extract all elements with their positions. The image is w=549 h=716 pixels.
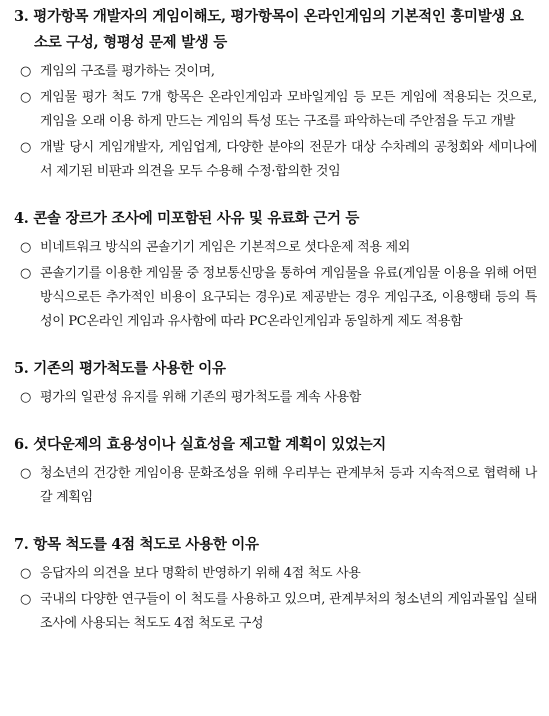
bullet-list bbox=[14, 60, 537, 184]
list-item bbox=[14, 386, 537, 410]
list-item bbox=[14, 236, 537, 260]
bullet-circle-icon: ○ bbox=[20, 64, 32, 79]
bullet-circle-icon: ○ bbox=[20, 390, 32, 405]
bullet-circle-icon: ○ bbox=[20, 592, 32, 607]
list-item bbox=[14, 60, 537, 84]
bullet-text: 응답자의 의견을 보다 명확히 반영하기 위해 4점 척도 사용 bbox=[40, 566, 361, 581]
section-6 bbox=[14, 432, 537, 510]
section-4 bbox=[14, 206, 537, 334]
bullet-text: 개발 당시 게임개발자, 게임업계, 다양한 분야의 전문가 대상 수차례의 공청회와 세미나에서 제기된 비판과 의견을 모두 수용해 수정·합의한 것임 bbox=[40, 140, 537, 179]
bullet-text: 게임의 구조를 평가하는 것이며, bbox=[40, 64, 215, 79]
list-item bbox=[14, 562, 537, 586]
bullet-circle-icon: ○ bbox=[20, 266, 32, 281]
section-heading: 4. 콘솔 장르가 조사에 미포함된 사유 및 유료화 근거 등 bbox=[14, 210, 360, 227]
bullet-circle-icon: ○ bbox=[20, 90, 32, 105]
bullet-text: 국내의 다양한 연구들이 이 척도를 사용하고 있으며, 관계부처의 청소년의 게임과몰입 실태조사에 사용되는 척도도 4점 척도로 구성 bbox=[40, 592, 537, 631]
bullet-circle-icon: ○ bbox=[20, 566, 32, 581]
bullet-text: 게임물 평가 척도 7개 항목은 온라인게임과 모바일게임 등 모든 게임에 적용되는 것으로, 게임을 오래 이용 하게 만드는 게임의 특성 또는 구조를 파악하는데 주안점을 두고 개발 bbox=[40, 90, 537, 129]
bullet-list bbox=[14, 386, 537, 410]
bullet-list bbox=[14, 462, 537, 510]
section-heading: 3. 평가항목 개발자의 게임이해도, 평가항목이 온라인게임의 기본적인 흥미발생 요소로 구성, 형평성 문제 발생 등 bbox=[14, 8, 524, 51]
section-7 bbox=[14, 532, 537, 636]
bullet-list bbox=[14, 562, 537, 636]
bullet-circle-icon: ○ bbox=[20, 466, 32, 481]
list-item bbox=[14, 262, 537, 334]
list-item bbox=[14, 86, 537, 134]
list-item bbox=[14, 136, 537, 184]
section-heading: 6. 셧다운제의 효용성이나 실효성을 제고할 계획이 있었는지 bbox=[14, 436, 386, 453]
list-item bbox=[14, 462, 537, 510]
bullet-text: 비네트워크 방식의 콘솔기기 게임은 기본적으로 셧다운제 적용 제외 bbox=[40, 240, 411, 255]
bullet-circle-icon: ○ bbox=[20, 240, 32, 255]
section-5 bbox=[14, 356, 537, 410]
bullet-text: 청소년의 건강한 게임이용 문화조성을 위해 우리부는 관계부처 등과 지속적으로 협력해 나갈 계획임 bbox=[40, 466, 537, 505]
bullet-text: 콘솔기기를 이용한 게임물 중 정보통신망을 통하여 게임물을 유료(게임물 이용을 위해 어떤 방식으로든 추가적인 비용이 요구되는 경우)로 제공받는 경우 게임구조, 이용행태 등의 특성이 PC온라인 게임과 유사함에 따라 PC온라인게임과 동일하게 제도 적용함 bbox=[40, 266, 537, 329]
section-heading: 5. 기존의 평가척도를 사용한 이유 bbox=[14, 360, 226, 377]
bullet-list bbox=[14, 236, 537, 334]
list-item bbox=[14, 588, 537, 636]
bullet-text: 평가의 일관성 유지를 위해 기존의 평가척도를 계속 사용함 bbox=[40, 390, 362, 405]
bullet-circle-icon: ○ bbox=[20, 140, 32, 155]
section-heading: 7. 항목 척도를 4점 척도로 사용한 이유 bbox=[14, 536, 259, 553]
section-3 bbox=[14, 4, 537, 184]
